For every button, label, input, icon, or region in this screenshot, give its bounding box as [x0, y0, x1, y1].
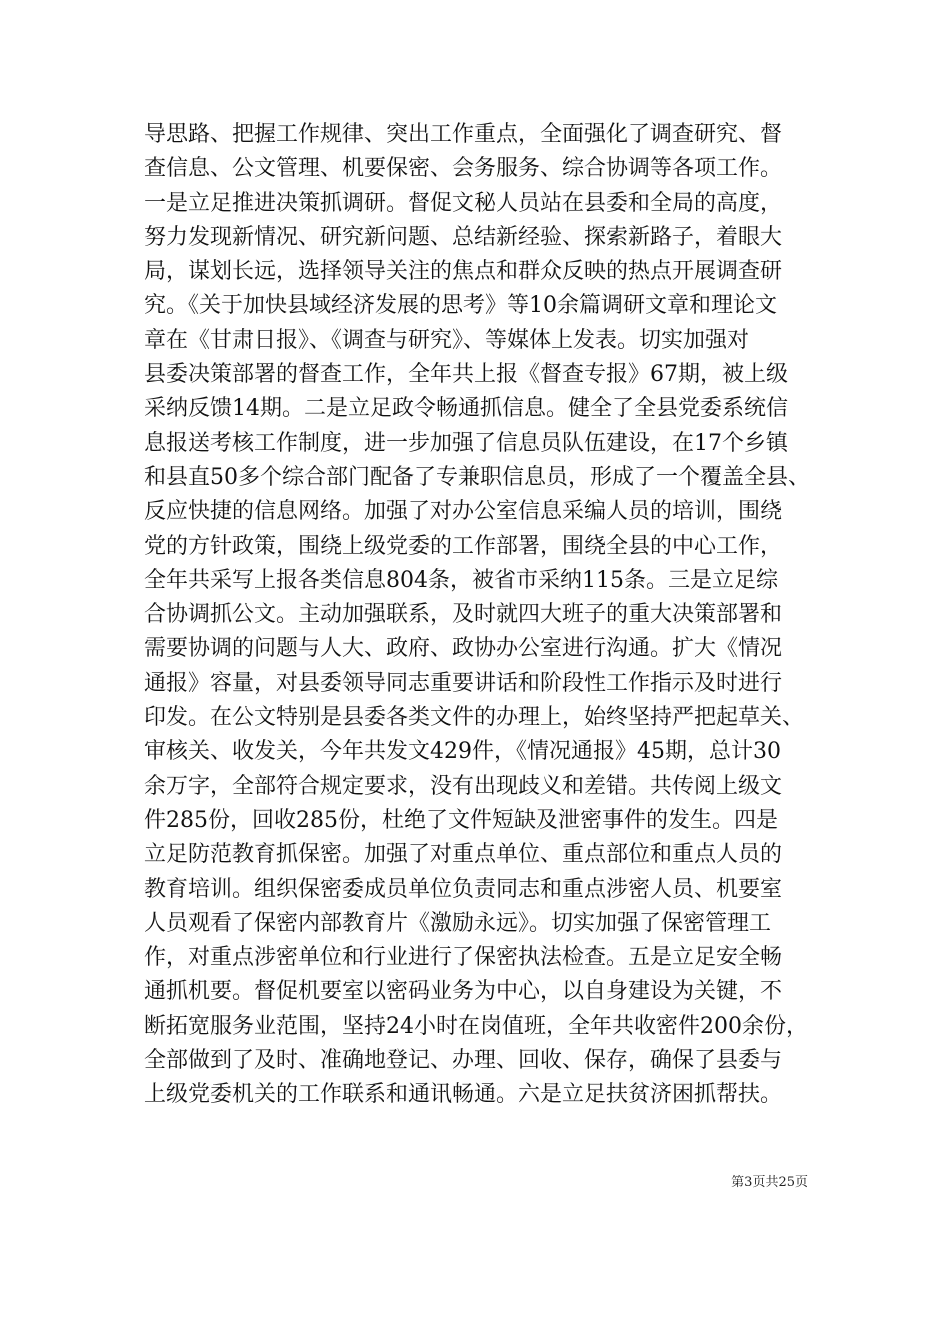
text-line: 县委决策部署的督查工作，全年共上报《督查专报》67期，被上级 [144, 362, 788, 388]
text-line: 导思路、把握工作规律、突出工作重点，全面强化了调查研究、督 [144, 122, 783, 147]
text-line: 通抓机要。督促机要室以密码业务为中心，以自身建设为关键，不 [144, 979, 783, 1005]
text-line: 查信息、公文管理、机要保密、会务服务、综合协调等各项工作。 [144, 156, 783, 182]
text-line: 余万字，全部符合规定要求，没有出现歧义和差错。共传阅上级文 [144, 773, 783, 799]
text-line: 审核关、收发关，今年共发文429件，《情况通报》45期，总计30 [144, 739, 781, 765]
text-line: 上级党委机关的工作联系和通讯畅通。六是立足扶贫济困抓帮扶。 [144, 1082, 783, 1108]
text-line: 印发。在公文特别是县委各类文件的办理上，始终坚持严把起草关、 [144, 705, 805, 731]
text-line: 党的方针政策，围绕上级党委的工作部署，围绕全县的中心工作， [144, 533, 783, 559]
text-line: 章在《甘肃日报》、《调查与研究》、等媒体上发表。切实加强对 [144, 327, 750, 353]
text-line: 和县直50多个综合部门配备了专兼职信息员，形成了一个覆盖全县、 [144, 464, 810, 490]
text-line: 一是立足推进决策抓调研。督促文秘人员站在县委和全局的高度， [144, 190, 783, 216]
text-line: 努力发现新情况、研究新问题、总结新经验、探索新路子，着眼大 [144, 224, 783, 250]
text-line: 断拓宽服务业范围，坚持24小时在岗值班，全年共收密件200余份， [144, 1013, 808, 1039]
text-line: 究。《关于加快县域经济发展的思考》等10余篇调研文章和理论文 [144, 293, 777, 319]
text-line: 全年共采写上报各类信息804条，被省市采纳115条。三是立足综 [144, 567, 778, 593]
text-line: 全部做到了及时、准确地登记、办理、回收、保存，确保了县委与 [144, 1048, 783, 1074]
text-line: 件285份，回收285份，杜绝了文件短缺及泄密事件的发生。四是 [144, 807, 778, 833]
text-line: 合协调抓公文。主动加强联系，及时就四大班子的重大决策部署和 [144, 602, 783, 628]
text-line: 教育培训。组织保密委成员单位负责同志和重点涉密人员、机要室 [144, 876, 783, 902]
text-line: 息报送考核工作制度，进一步加强了信息员队伍建设，在17个乡镇 [144, 430, 788, 456]
body-text [144, 118, 824, 1113]
text-line: 作，对重点涉密单位和行业进行了保密执法检查。五是立足安全畅 [144, 945, 783, 971]
text-line: 采纳反馈14期。二是立足政令畅通抓信息。健全了全县党委系统信 [144, 396, 788, 422]
text-line: 需要协调的问题与人大、政府、政协办公室进行沟通。扩大《情况 [144, 636, 783, 662]
text-line: 反应快捷的信息网络。加强了对办公室信息采编人员的培训，围绕 [144, 499, 783, 525]
page-footer: 第3页共25页 [731, 1175, 808, 1190]
text-line: 局，谋划长远，选择领导关注的焦点和群众反映的热点开展调查研 [144, 259, 783, 285]
text-line: 立足防范教育抓保密。加强了对重点单位、重点部位和重点人员的 [144, 842, 783, 868]
text-line: 人员观看了保密内部教育片《激励永远》。切实加强了保密管理工 [144, 910, 772, 936]
text-line: 通报》容量，对县委领导同志重要讲话和阶段性工作指示及时进行 [144, 670, 783, 696]
